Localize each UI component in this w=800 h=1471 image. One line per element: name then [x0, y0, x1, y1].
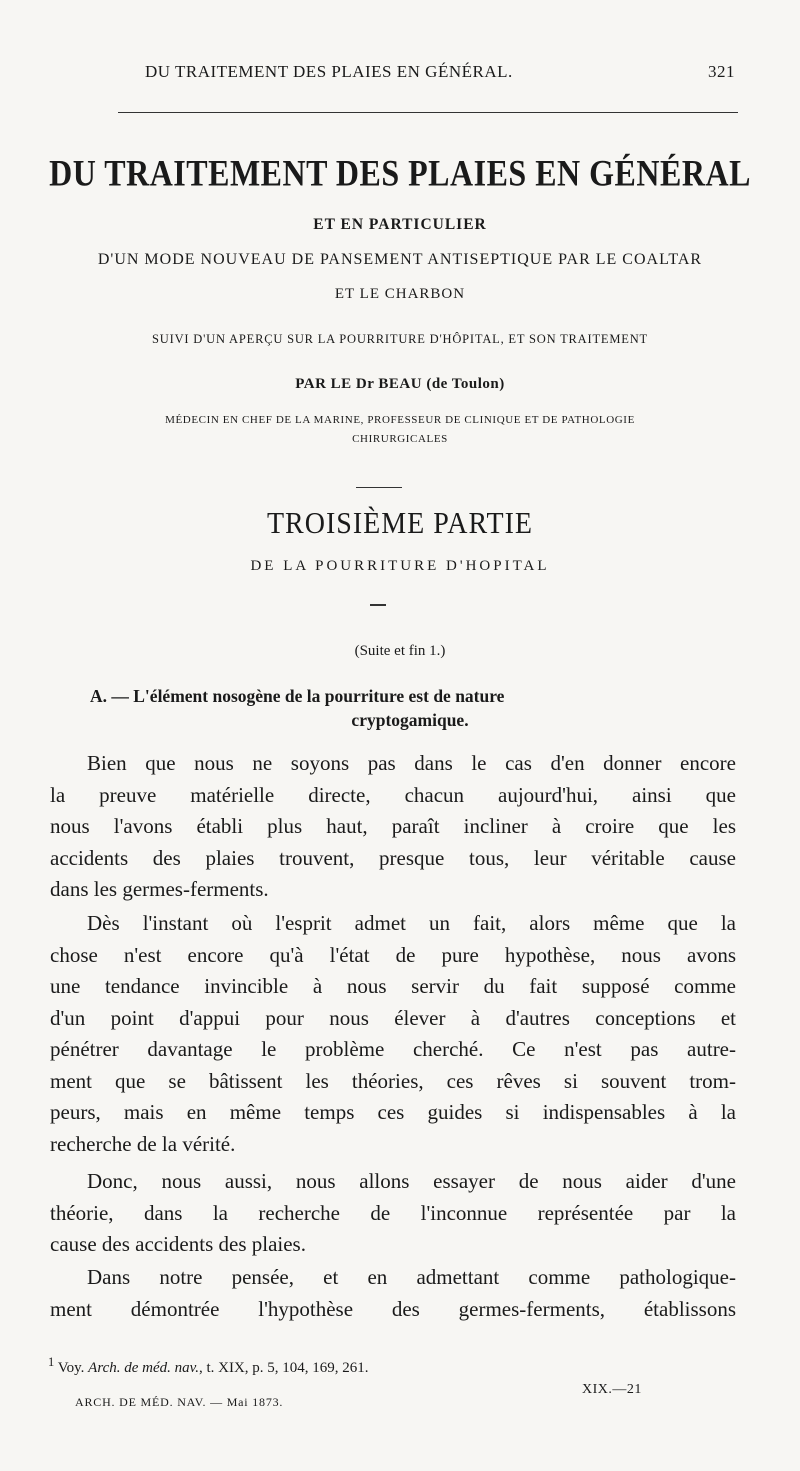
paragraph-4 [50, 1262, 736, 1325]
footer-journal-line: ARCH. DE MÉD. NAV. — Mai 1873. [75, 1395, 284, 1409]
author-affiliation-2: CHIRURGICALES [352, 433, 448, 445]
text-line: la preuve matérielle directe, chacun aujourd'hui, ainsi que [50, 782, 736, 807]
text-line: une tendance invincible à nous servir du fait supposé comme [50, 974, 736, 998]
text-line: peurs, mais en même temps ces guides si indispensables à la [50, 1100, 736, 1124]
footnote-journal: Arch. de méd. nav. [88, 1360, 199, 1376]
article-subtitle-2: D'UN MODE NOUVEAU DE PANSEMENT ANTISEPTIQUE PAR LE COALTAR [97, 251, 703, 268]
text-line: pénétrer davantage le problème cherché. Ce n'est pas autre- [50, 1037, 736, 1061]
article-subtitle-3: ET LE CHARBON [334, 286, 466, 302]
footnote-marker: 1 [48, 1355, 55, 1369]
paragraph-3 [50, 1166, 736, 1261]
section-divider [356, 487, 402, 488]
text-line: recherche de la vérité. [50, 1131, 236, 1156]
article-subtitle-1: ET EN PARTICULIER [313, 216, 487, 233]
text-line: dans les germes-ferments. [50, 877, 269, 901]
footnote [48, 1355, 369, 1377]
running-head-title: DU TRAITEMENT DES PLAIES EN GÉNÉRAL. [145, 62, 513, 81]
text-line: Bien que nous ne soyons pas dans le cas d'en donner encore [87, 751, 736, 775]
text-line: ment que se bâtissent les théories, ces rêves si souvent trom- [50, 1068, 736, 1093]
part-subtitle: DE LA POURRITURE D'HOPITAL [250, 558, 550, 574]
text-line: Dans notre pensée, et en admettant comme pathologique- [87, 1265, 736, 1289]
text-line: théorie, dans la recherche de l'inconnue représentée par la [50, 1200, 736, 1225]
article-title: DU TRAITEMENT DES PLAIES EN GÉNÉRAL [49, 152, 751, 194]
author-affiliation-1: MÉDECIN EN CHEF DE LA MARINE, PROFESSEUR DE CLINIQUE ET DE PATHOLOGIE [165, 414, 635, 426]
paragraph-2 [50, 908, 736, 1160]
text-line: Dès l'instant où l'esprit admet un fait, alors même que la [87, 911, 736, 935]
article-subtitle-4: SUIVI D'UN APERÇU SUR LA POURRITURE D'HÔPITAL, ET SON TRAITEMENT [152, 332, 648, 346]
text-line: cause des accidents des plaies. [50, 1232, 306, 1256]
section-heading-line-1: A. — L'élément nosogène de la pourriture est de nature [90, 686, 505, 706]
section-heading-line-2: cryptogamique. [351, 710, 469, 730]
text-line: Donc, nous aussi, nous allons essayer de nous aider d'une [87, 1169, 736, 1193]
section-heading [90, 684, 730, 732]
header-rule [118, 112, 738, 113]
continuation-note: (Suite et fin 1.) [354, 643, 446, 659]
footnote-refs: , t. XIX, p. 5, 104, 169, 261. [198, 1360, 369, 1376]
part-title: TROISIÈME PARTIE [266, 506, 534, 541]
text-line: ment démontrée l'hypothèse des germes-ferments, établissons [50, 1296, 736, 1321]
footer-signature-mark: XIX.—21 [582, 1382, 642, 1397]
paragraph-1 [50, 748, 736, 906]
page-number: 321 [708, 62, 735, 81]
text-line: nous l'avons établi plus haut, paraît incliner à croire que les [50, 814, 736, 838]
text-line: chose n'est encore qu'à l'état de pure hypothèse, nous avons [50, 942, 736, 967]
text-line: d'un point d'appui pour nous élever à d'autres conceptions et [50, 1005, 736, 1030]
footnote-prefix: Voy. [57, 1360, 89, 1376]
author-line: PAR LE Dr BEAU (de Toulon) [295, 376, 505, 392]
text-line: accidents des plaies trouvent, presque tous, leur véritable cause [50, 845, 736, 870]
part-dash [370, 604, 386, 606]
